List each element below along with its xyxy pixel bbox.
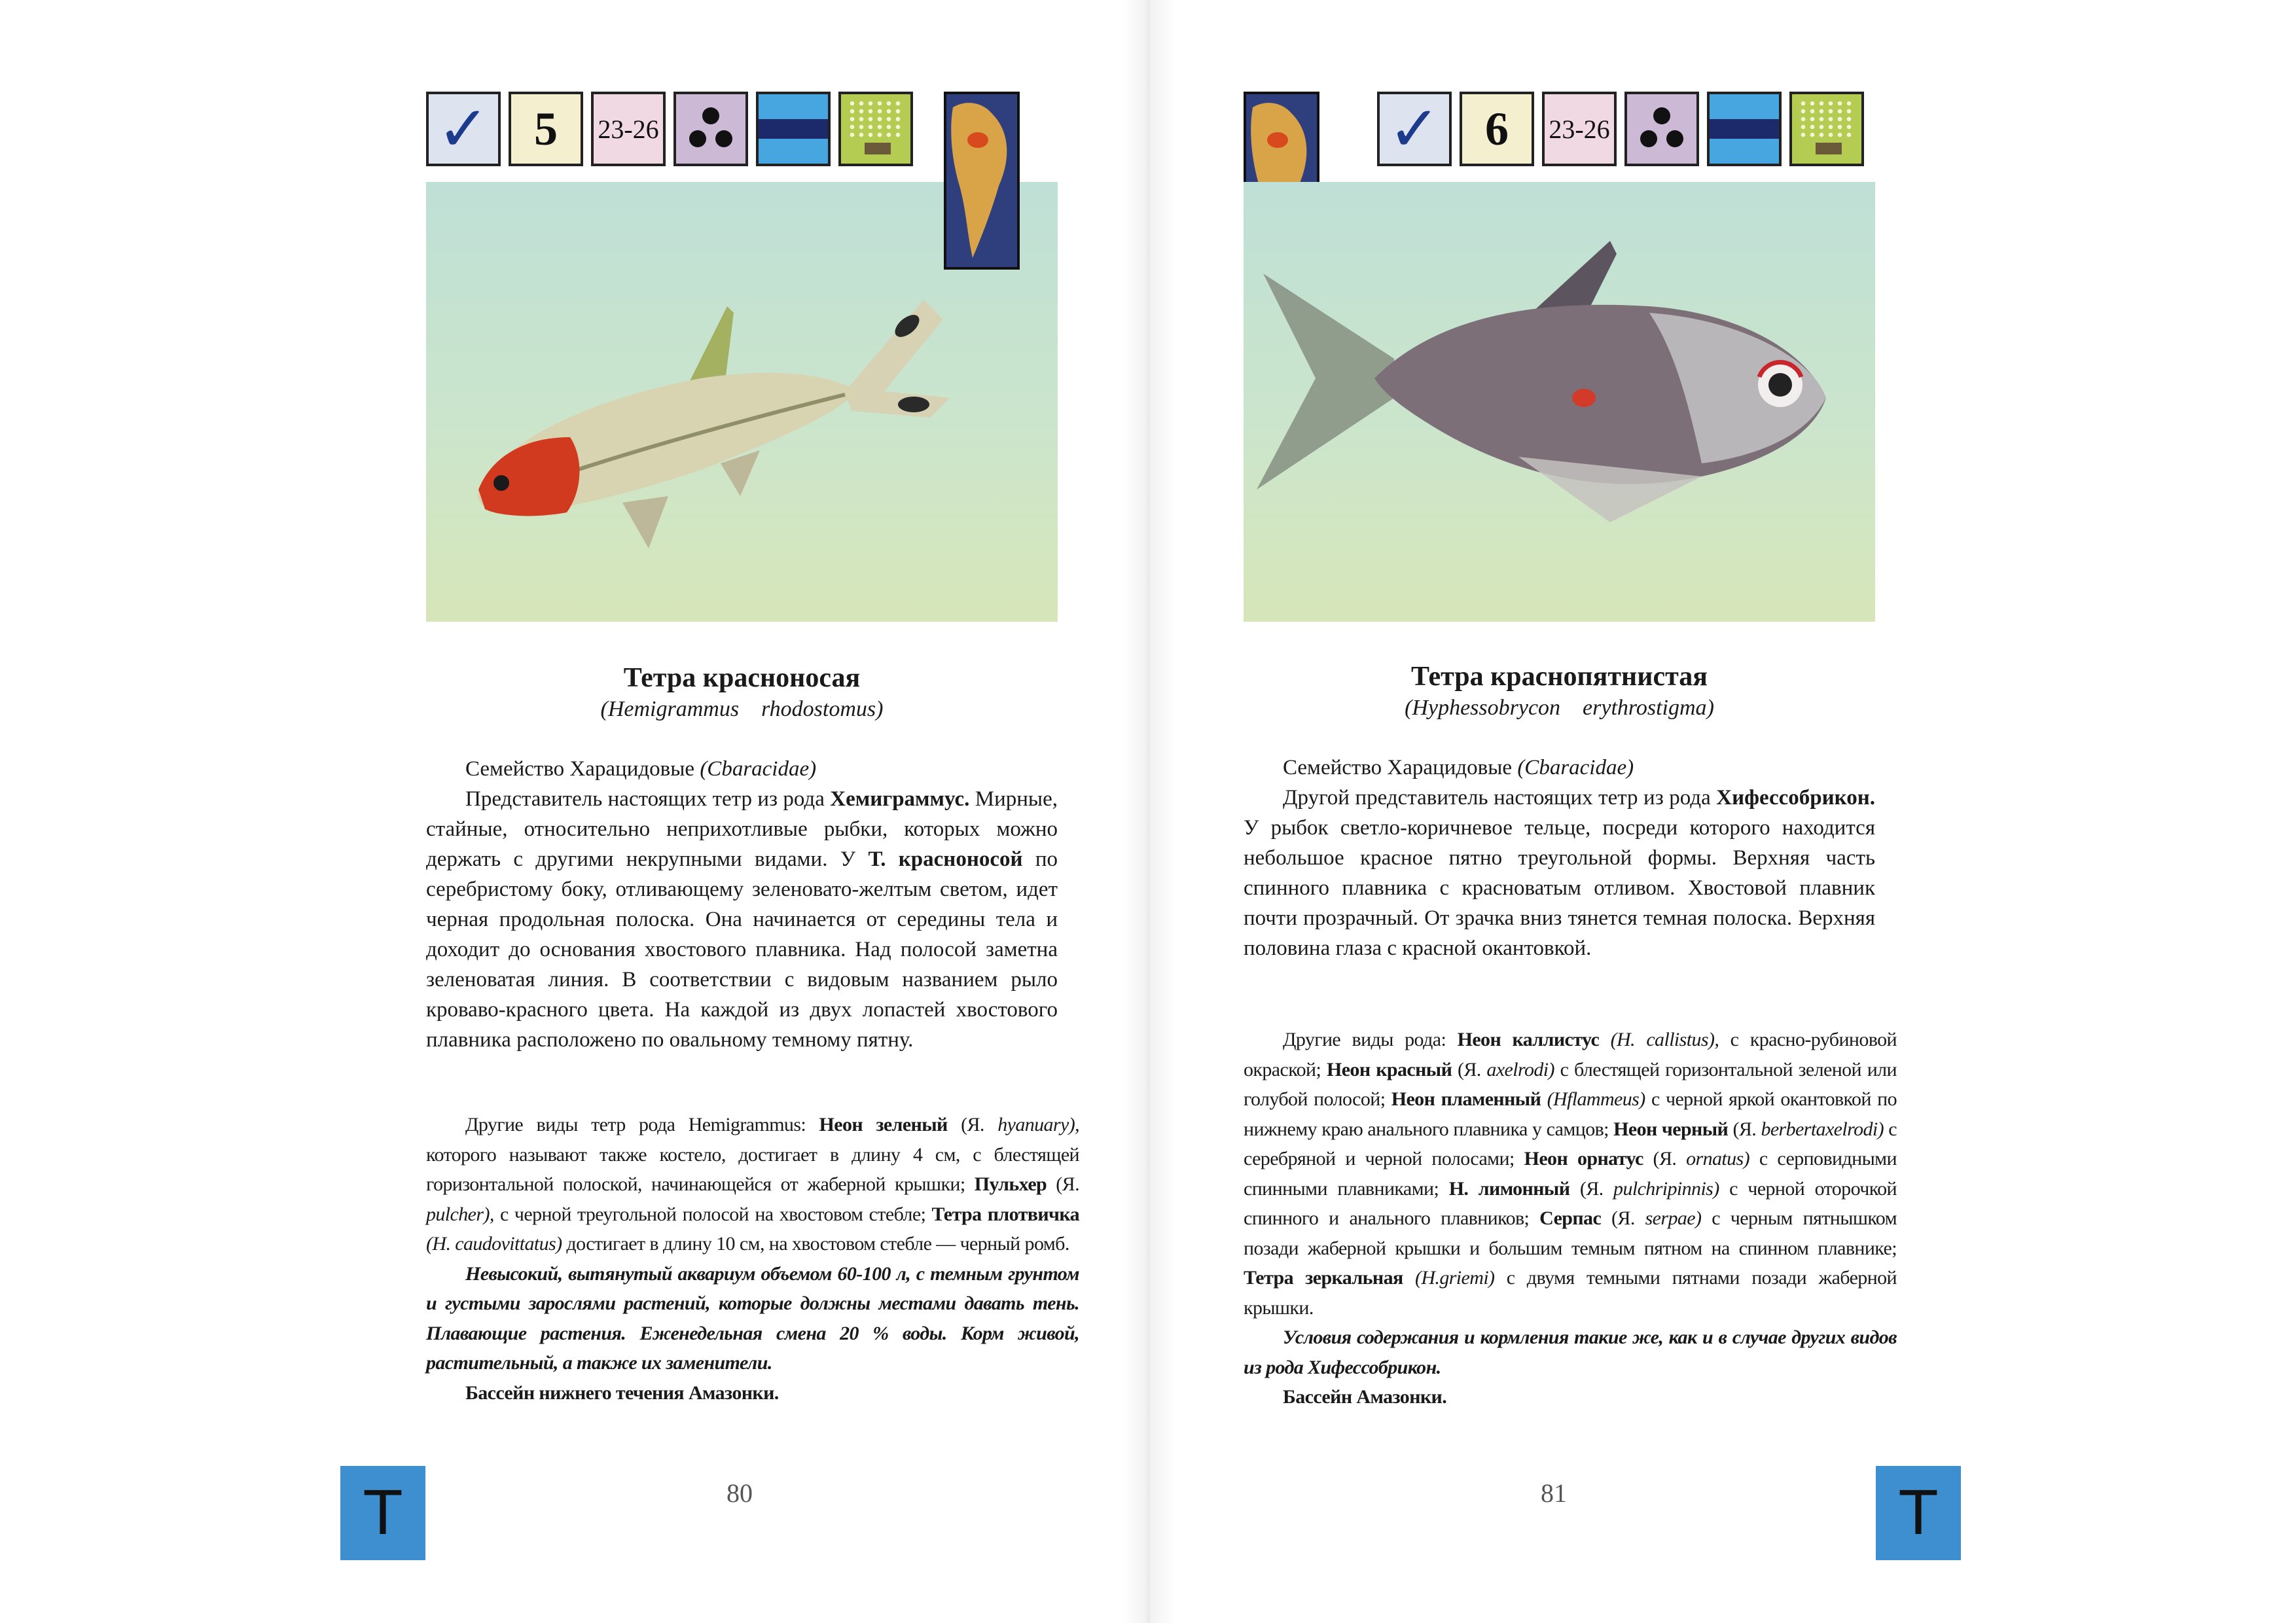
temperature-icon [1542, 92, 1617, 166]
page-number: 80 [726, 1478, 753, 1508]
description-paragraph: Другой представитель настоящих тетр из рода Хифессобрикон. У рыбок светло-коричневое тельце, посреди которого находится небольшое красное пятно треугольной формы. Верхняя часть спинного плавника с красноватым отливом. Хвостовой плавник почти прозрачный. От зрачка вниз тянется темная полоска. Верхняя половина глаза с красной окантовкой. [1244, 786, 1875, 960]
school-icon [1624, 92, 1699, 166]
latin-species: erythrostigma [1583, 696, 1707, 720]
care-conditions: Невысокий, вытянутый аквариум объемом 60-100 л, с темным грунтом и густыми зарослями растений, которые должны местами давать тень. Плавающие растения. Еженедельная смена 20 % воды. Корм живой, растительный, а также их заменители. [426, 1262, 1079, 1374]
description-paragraph: Представитель настоящих тетр из рода Хемиграммус. Мирные, стайные, относительно неприхотливые рыбки, которых можно держать с другими некрупными видами. У Т. красноносой по серебристому боку, отливающему зеленовато-желтым светом, идет черная продольная полоска. Она начинается от середины тела и доходит до основания хвостового плавника. Над полосой заметна зеленоватая линия. В соответствии с видовым названием рыло кроваво-красного цвета. На каждой из двух лопастей хвостового плавника расположено по овальному темному пятну. [426, 787, 1058, 1052]
care-conditions: Условия содержания и кормления такие же, как и в случае других видов из рода Хифессобрикон. [1244, 1327, 1897, 1378]
suitability-check-icon [426, 92, 501, 166]
family-line: Семейство Харацидовые (Cbaracidae) [465, 757, 817, 781]
family-line: Семейство Харацидовые (Cbaracidae) [1283, 756, 1634, 779]
checkmark-glyph: ✓ [437, 92, 490, 166]
section-tab-t: T [1876, 1466, 1961, 1560]
section-tab-t: T [340, 1466, 425, 1560]
related-species-block [426, 1110, 1079, 1408]
native-region: Бассейн нижнего течения Амазонки. [465, 1382, 779, 1404]
group-size-icon [509, 92, 583, 166]
suitability-check-icon [1377, 92, 1452, 166]
page-number: 81 [1541, 1478, 1567, 1508]
checkmark-glyph: ✓ [1388, 92, 1441, 166]
native-region: Бассейн Амазонки. [1283, 1386, 1447, 1408]
description-block [1244, 753, 1875, 963]
species-latin-name: (Hemigrammus rhodostomus) [600, 697, 884, 721]
temperature-value: 23-26 [598, 114, 659, 144]
latin-genus: Hyphessobrycon [1412, 696, 1561, 720]
species-title: Тетра краснопятнистая [1411, 662, 1708, 692]
school-icon [673, 92, 748, 166]
food-icon [1789, 92, 1864, 166]
water-level-icon [1707, 92, 1782, 166]
group-size-value: 6 [1485, 102, 1509, 155]
south-america-map-icon [944, 92, 1020, 270]
temperature-value: 23-26 [1549, 114, 1610, 144]
food-icon [838, 92, 913, 166]
temperature-icon [591, 92, 666, 166]
latin-species: rhodostomus [761, 697, 876, 721]
related-species-block [1244, 1025, 1897, 1412]
group-size-value: 5 [534, 102, 558, 155]
description-block [426, 754, 1058, 1055]
species-title: Тетра красноносая [623, 663, 861, 693]
fish-photo-erythrostigma [1244, 182, 1875, 622]
related-species-paragraph: Другие виды тетр рода Hemigrammus: Неон зеленый (Я. hyanuary), которого называют также костело, достигает в длину 4 см, с блестящей горизонтальной полоской, начинающейся от жаберной крышки; Пульхер (Я. pulcher), с черной треугольной полосой на хвостовом стебле; Тетра плотвичка (H. caudovittatus) достигает в длину 10 см, на хвостовом стебле — черный ромб. [426, 1114, 1079, 1255]
water-level-icon [756, 92, 831, 166]
latin-genus: Hemigrammus [607, 697, 740, 721]
right-page [1148, 0, 2296, 1623]
group-size-icon [1460, 92, 1534, 166]
species-latin-name: (Hyphessobrycon erythrostigma) [1405, 696, 1714, 720]
related-species-paragraph: Другие виды рода: Неон каллистус (H. callistus), с красно-рубиновой окраской; Неон красный (Я. axelrodi) с блестящей горизонтальной зеленой или голубой полосой; Неон пламенный (Hflammeus) с черной яркой окантовкой по нижнему краю анального плавника у самцов; Неон черный (Я. berbertaxelrodi) с серебряной и черной полосами; Неон орнатус (Я. ornatus) с серповидными спинными плавниками; Н. лимонный (Я. pulchripinnis) с черной оторочкой спинного и анального плавников; Серпас (Я. serpae) с черным пятнышком позади жаберной крышки и большим темным пятном на спинном плавнике; Тетра зеркальная (H.griemi) с двумя темными пятнами позади жаберной крышки. [1244, 1029, 1897, 1319]
